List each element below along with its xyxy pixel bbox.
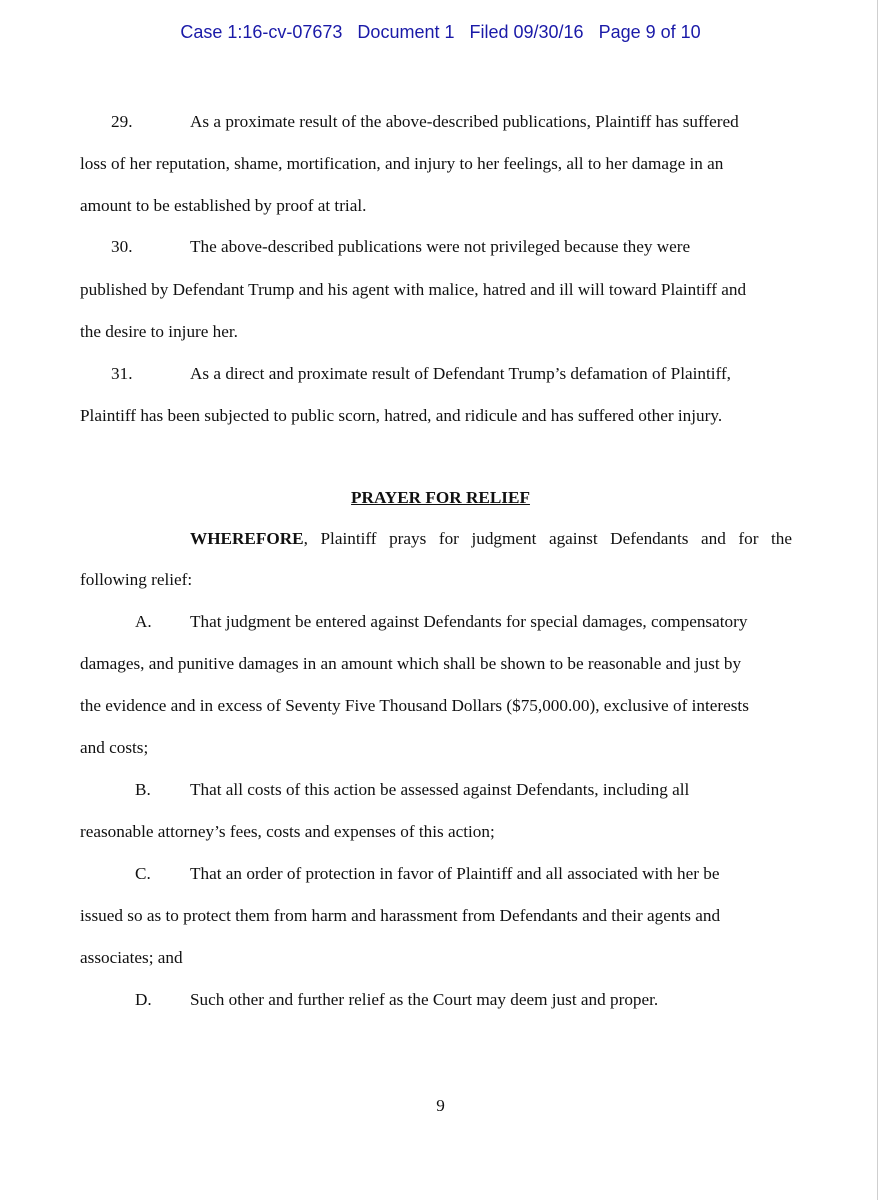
relief-c-line-3: associates; and [80, 948, 183, 967]
relief-b-line-2: reasonable attorney’s fees, costs and expenses of this action; [80, 822, 495, 841]
page-number: 9 [436, 1096, 445, 1115]
wherefore-bold: WHEREFORE [190, 529, 304, 548]
paragraph-number-31: 31. [111, 364, 133, 383]
case-header: Case 1:16-cv-07673 Document 1 Filed 09/30/16 Page 9 of 10 [180, 22, 701, 42]
relief-letter-a: A. [135, 612, 152, 631]
paragraph-29-line-3: amount to be established by proof at trial. [80, 196, 367, 215]
relief-letter-d: D. [135, 990, 152, 1009]
paragraph-31-line-1: As a direct and proximate result of Defendant Trump’s defamation of Plaintiff, [190, 364, 731, 383]
prayer-heading: PRAYER FOR RELIEF [351, 488, 530, 507]
relief-a-line-3: the evidence and in excess of Seventy Five Thousand Dollars ($75,000.00), exclusive of interests [80, 696, 749, 715]
paragraph-30-line-2: published by Defendant Trump and his agent with malice, hatred and ill will toward Plaintiff and [80, 280, 747, 299]
relief-a-line-4: and costs; [80, 738, 149, 757]
prayer-intro-line-2: following relief: [80, 570, 193, 589]
prayer-intro-text: , Plaintiff prays for judgment against Defendants and for the [303, 529, 792, 548]
paragraph-number-30: 30. [111, 237, 133, 256]
relief-letter-b: B. [135, 780, 151, 799]
paragraph-29-line-1: As a proximate result of the above-described publications, Plaintiff has suffered [190, 112, 739, 131]
relief-a-line-2: damages, and punitive damages in an amount which shall be shown to be reasonable and just by [80, 654, 742, 673]
paragraph-30-line-1: The above-described publications were not privileged because they were [190, 237, 691, 256]
relief-d-line-1: Such other and further relief as the Court may deem just and proper. [190, 990, 659, 1009]
paragraph-29-line-2: loss of her reputation, shame, mortification, and injury to her feelings, all to her damage in an [80, 154, 724, 173]
relief-b-line-1: That all costs of this action be assessed against Defendants, including all [190, 780, 690, 799]
relief-c-line-2: issued so as to protect them from harm and harassment from Defendants and their agents and [80, 906, 721, 925]
relief-c-line-1: That an order of protection in favor of Plaintiff and all associated with her be [190, 864, 720, 883]
paragraph-31-line-2: Plaintiff has been subjected to public scorn, hatred, and ridicule and has suffered other injury. [80, 406, 723, 425]
prayer-intro-line-1 [190, 529, 792, 549]
paragraph-30-line-3: the desire to injure her. [80, 322, 238, 341]
relief-letter-c: C. [135, 864, 151, 883]
relief-a-line-1: That judgment be entered against Defendants for special damages, compensatory [190, 612, 748, 631]
paragraph-number-29: 29. [111, 112, 133, 131]
page-edge-divider [877, 0, 878, 1200]
